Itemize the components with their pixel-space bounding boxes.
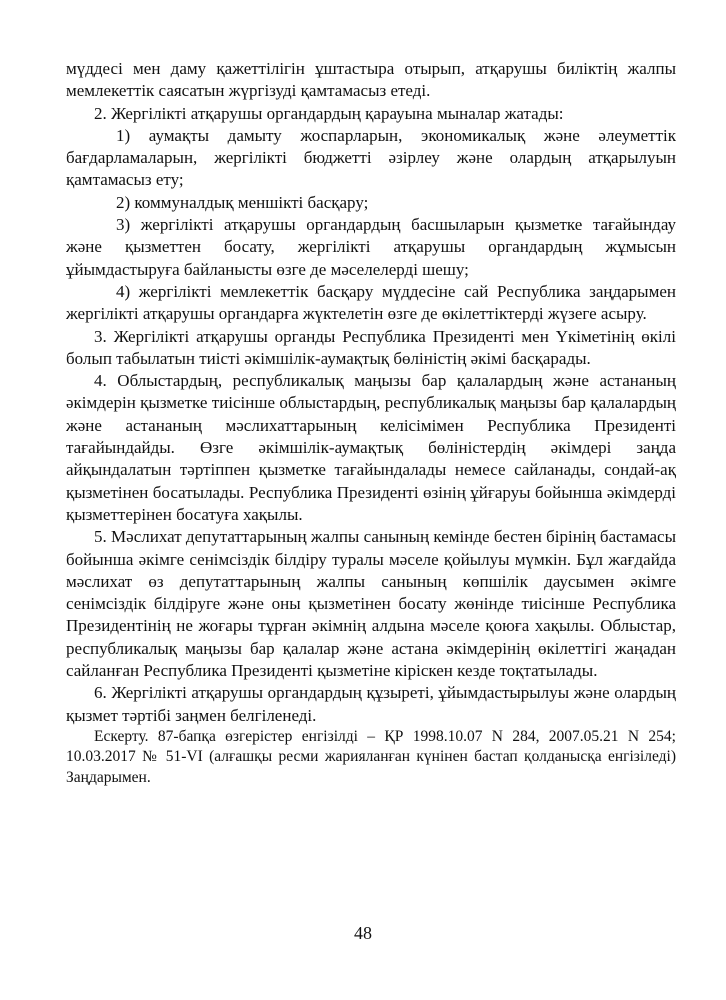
- amendment-note: Ескерту. 87-бапқа өзгерістер енгізілді – ҚР 1998.10.07 N 284, 2007.05.21 N 254; 10.03.2017 № 51-VI (алғашқы ресми жарияланған күнінен бастап қолданысқа енгізіледі) Заңдарымен.: [66, 727, 676, 786]
- list-item-4: 4) жергілікті мемлекеттік басқару мүддесіне сай Республика заңдарымен жергілікті атқарушы органдарға жүктелетін өзге де өкілеттіктерді жүзеге асыру.: [66, 281, 676, 324]
- paragraph-4: 4. Облыстардың, республикалық маңызы бар қалалардың және астананың әкімдерін қызметке тиісінше облыстардың, республикалық маңызы бар қалалардың және астананың мәслихаттарының келісімімен Республика Президенті тағайындайды. Өзге әкімшілік-аумақтық бөліністердің әкімдері заңда айқындалатын тәртіппен қызметке тағайындалады немесе сайланады, сондай-ақ қызметінен босатылады. Республика Президенті өзінің ұйғаруы бойынша әкімдерді қызметтерінен босатуға хақылы.: [66, 371, 676, 524]
- paragraph-2: 2. Жергілікті атқарушы органдардың қарауына мыналар жатады:: [94, 103, 564, 123]
- page-number: 48: [354, 923, 372, 943]
- list-item-2: 2) коммуналдық меншікті басқару;: [116, 192, 369, 212]
- body-text: [66, 58, 676, 788]
- paragraph-3: 3. Жергілікті атқарушы органды Республика Президенті мен Үкіметінің өкілі болып табылатын тиісті әкімшілік-аумақтық бөліністің әкімі басқарады.: [66, 326, 676, 368]
- paragraph-5: 5. Мәслихат депутаттарының жалпы санының кемінде бестен бірінің бастамасы бойынша әкімге сенімсіздік білдіру туралы мәселе қойылуы мүмкін. Бұл жағдайда мәслихат өз депутаттарының жалпы санының көпшілік даусымен әкімге сенімсіздік білдіруге және оны қызметінен босату жөнінде тиісінше Республика Президентінің не жоғары тұрған әкімнің алдына мәселе қоюға хақылы. Облыстар, республикалық маңызы бар қалалар және астана әкімдерінің өкілеттігі жаңадан сайланған Республика Президенті қызметіне кіріскен кезде тоқтатылады.: [66, 527, 676, 681]
- paragraph-6: 6. Жергілікті атқарушы органдардың құзыреті, ұйымдастырылуы және олардың қызмет тәртібі заңмен белгіленеді.: [66, 683, 676, 725]
- list-item-1: 1) аумақты дамыту жоспарларын, экономикалық және әлеуметтік бағдарламаларын, жергілікті бюджетті әзірлеу және олардың атқарылуын қамтамасыз ету;: [66, 125, 676, 190]
- list-item-3: 3) жергілікті атқарушы органдардың басшыларын қызметке тағайындау және қызметтен босату, жергілікті атқарушы органдардың жұмысын ұйымдастыруға байланысты өзге де мәселелерді шешу;: [66, 215, 676, 279]
- paragraph-continued: мүддесі мен даму қажеттілігін ұштастыра отырып, атқарушы биліктің жалпы мемлекеттік саясатын жүргізуді қамтамасыз етеді.: [66, 59, 676, 101]
